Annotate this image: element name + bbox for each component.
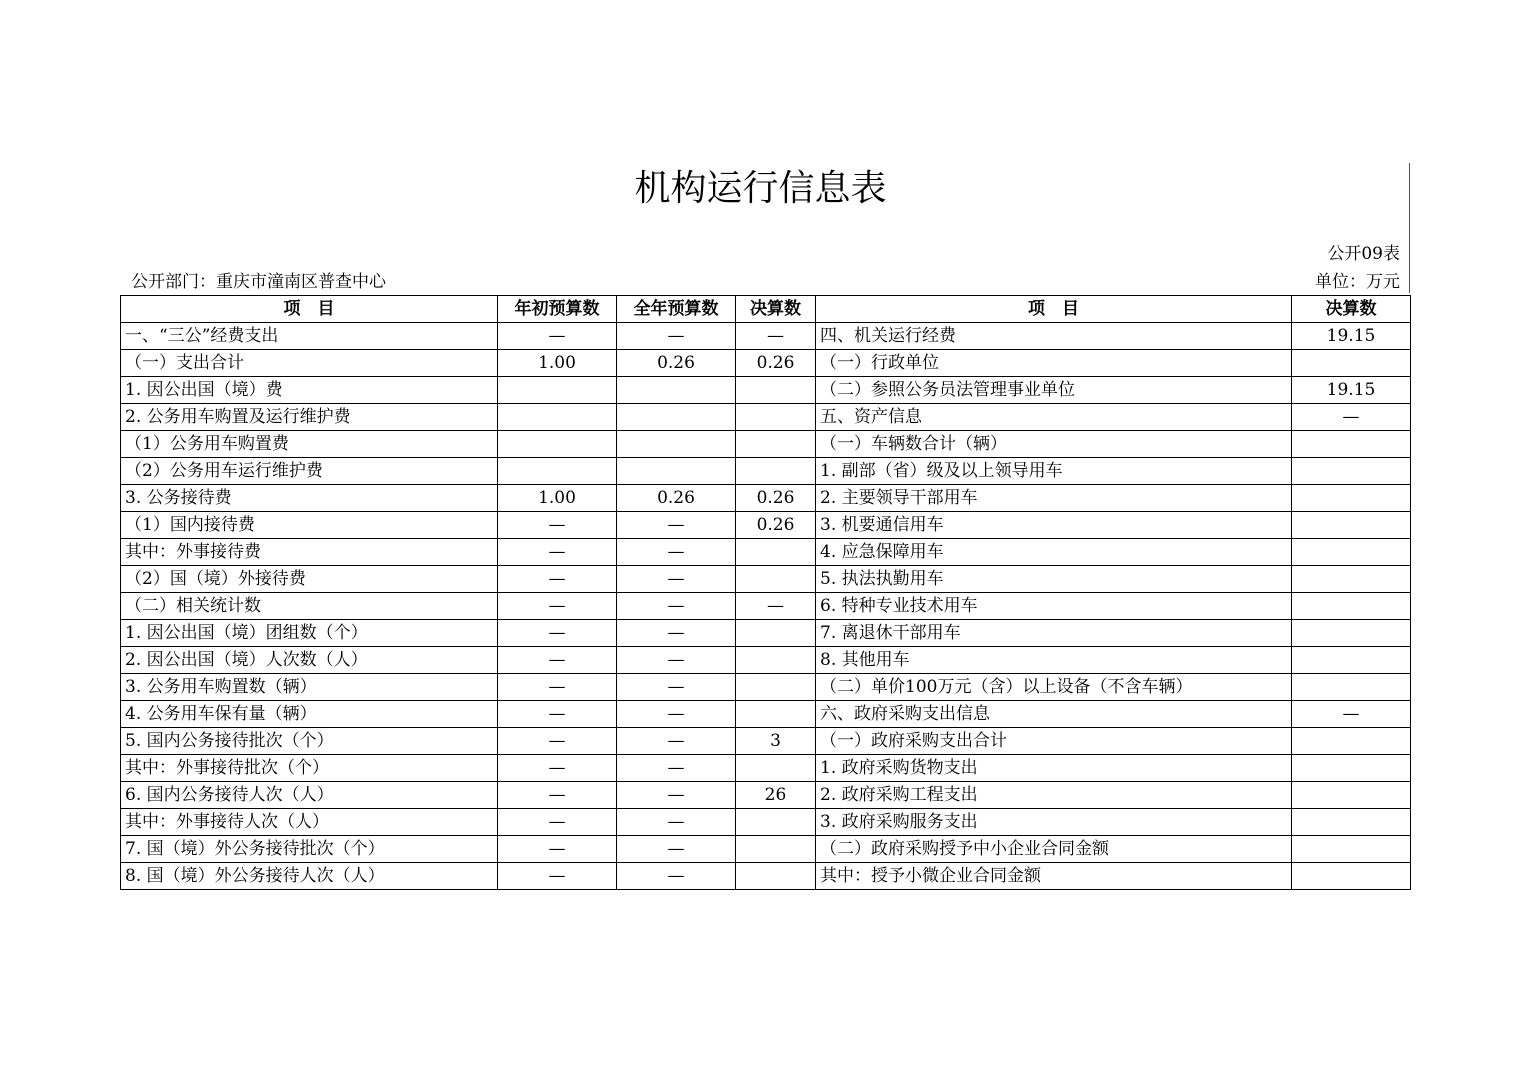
- page-title: 机构运行信息表: [634, 168, 887, 209]
- left-item-cell: 3. 公务接待费: [121, 485, 498, 512]
- table-row: [121, 620, 1411, 647]
- table-row: [121, 593, 1411, 620]
- budget-initial-cell: —: [498, 836, 617, 863]
- table-row: [121, 350, 1411, 377]
- final-left-cell: [736, 701, 816, 728]
- final-right-cell: [1292, 728, 1411, 755]
- budget-initial-cell: —: [498, 512, 617, 539]
- budget-full-cell: [617, 404, 736, 431]
- budget-initial-cell: [498, 458, 617, 485]
- final-right-cell: [1292, 809, 1411, 836]
- right-item-cell: 5. 执法执勤用车: [816, 566, 1292, 593]
- budget-full-cell: [617, 377, 736, 404]
- left-item-cell: 一、“三公”经费支出: [121, 323, 498, 350]
- right-item-cell: 六、政府采购支出信息: [816, 701, 1292, 728]
- right-item-cell: 4. 应急保障用车: [816, 539, 1292, 566]
- final-right-cell: [1292, 593, 1411, 620]
- final-left-cell: 26: [736, 782, 816, 809]
- budget-full-cell: [617, 458, 736, 485]
- final-right-cell: [1292, 836, 1411, 863]
- left-item-cell: 6. 国内公务接待人次（人）: [121, 782, 498, 809]
- table-body: [121, 323, 1411, 890]
- final-right-cell: [1292, 755, 1411, 782]
- final-left-cell: 0.26: [736, 485, 816, 512]
- left-item-cell: （二）相关统计数: [121, 593, 498, 620]
- final-left-cell: [736, 431, 816, 458]
- budget-full-cell: [617, 431, 736, 458]
- final-left-cell: [736, 539, 816, 566]
- final-right-cell: [1292, 782, 1411, 809]
- form-number: 公开09表: [1327, 244, 1400, 264]
- header-budget-full: 全年预算数: [617, 296, 736, 323]
- left-item-cell: （1）公务用车购置费: [121, 431, 498, 458]
- final-left-cell: —: [736, 593, 816, 620]
- budget-initial-cell: —: [498, 539, 617, 566]
- budget-full-cell: 0.26: [617, 350, 736, 377]
- budget-initial-cell: [498, 377, 617, 404]
- final-right-cell: [1292, 512, 1411, 539]
- budget-full-cell: —: [617, 836, 736, 863]
- budget-full-cell: —: [617, 620, 736, 647]
- right-item-cell: 2. 主要领导干部用车: [816, 485, 1292, 512]
- table-row: [121, 377, 1411, 404]
- budget-full-cell: —: [617, 566, 736, 593]
- right-item-cell: 五、资产信息: [816, 404, 1292, 431]
- budget-full-cell: —: [617, 728, 736, 755]
- left-item-cell: （2）公务用车运行维护费: [121, 458, 498, 485]
- final-right-cell: [1292, 431, 1411, 458]
- budget-full-cell: —: [617, 809, 736, 836]
- table-row: [121, 701, 1411, 728]
- budget-full-cell: —: [617, 782, 736, 809]
- left-item-cell: （2）国（境）外接待费: [121, 566, 498, 593]
- budget-initial-cell: —: [498, 647, 617, 674]
- budget-initial-cell: —: [498, 701, 617, 728]
- budget-initial-cell: —: [498, 674, 617, 701]
- final-right-cell: 19.15: [1292, 377, 1411, 404]
- budget-initial-cell: [498, 431, 617, 458]
- right-item-cell: 8. 其他用车: [816, 647, 1292, 674]
- right-item-cell: 其中：授予小微企业合同金额: [816, 863, 1292, 890]
- budget-initial-cell: [498, 404, 617, 431]
- left-item-cell: 2. 因公出国（境）人次数（人）: [121, 647, 498, 674]
- right-item-cell: 7. 离退休干部用车: [816, 620, 1292, 647]
- table-row: [121, 782, 1411, 809]
- final-right-cell: [1292, 674, 1411, 701]
- left-item-cell: 其中：外事接待人次（人）: [121, 809, 498, 836]
- final-right-cell: [1292, 350, 1411, 377]
- right-item-cell: （一）车辆数合计（辆）: [816, 431, 1292, 458]
- budget-full-cell: —: [617, 674, 736, 701]
- left-item-cell: 2. 公务用车购置及运行维护费: [121, 404, 498, 431]
- right-item-cell: （一）政府采购支出合计: [816, 728, 1292, 755]
- right-item-cell: 1. 政府采购货物支出: [816, 755, 1292, 782]
- table-row: [121, 809, 1411, 836]
- right-item-cell: 四、机关运行经费: [816, 323, 1292, 350]
- budget-full-cell: 0.26: [617, 485, 736, 512]
- final-right-cell: [1292, 539, 1411, 566]
- budget-initial-cell: —: [498, 863, 617, 890]
- final-left-cell: [736, 458, 816, 485]
- final-left-cell: [736, 377, 816, 404]
- final-right-cell: —: [1292, 701, 1411, 728]
- budget-initial-cell: —: [498, 323, 617, 350]
- left-item-cell: 1. 因公出国（境）团组数（个）: [121, 620, 498, 647]
- final-left-cell: [736, 755, 816, 782]
- final-left-cell: [736, 809, 816, 836]
- right-item-cell: 6. 特种专业技术用车: [816, 593, 1292, 620]
- final-left-cell: 3: [736, 728, 816, 755]
- left-item-cell: 4. 公务用车保有量（辆）: [121, 701, 498, 728]
- left-item-cell: 8. 国（境）外公务接待人次（人）: [121, 863, 498, 890]
- final-left-cell: [736, 404, 816, 431]
- right-item-cell: （一）行政单位: [816, 350, 1292, 377]
- right-item-cell: 3. 机要通信用车: [816, 512, 1292, 539]
- final-right-cell: [1292, 620, 1411, 647]
- right-item-cell: 2. 政府采购工程支出: [816, 782, 1292, 809]
- budget-initial-cell: 1.00: [498, 485, 617, 512]
- budget-initial-cell: 1.00: [498, 350, 617, 377]
- right-item-cell: （二）参照公务员法管理事业单位: [816, 377, 1292, 404]
- table-row: [121, 647, 1411, 674]
- header-left-item: 项 目: [121, 296, 498, 323]
- final-right-cell: 19.15: [1292, 323, 1411, 350]
- left-item-cell: 7. 国（境）外公务接待批次（个）: [121, 836, 498, 863]
- final-left-cell: [736, 647, 816, 674]
- budget-initial-cell: —: [498, 809, 617, 836]
- budget-full-cell: —: [617, 323, 736, 350]
- header-final-left: 决算数: [736, 296, 816, 323]
- budget-full-cell: —: [617, 755, 736, 782]
- table-row: [121, 512, 1411, 539]
- left-item-cell: 1. 因公出国（境）费: [121, 377, 498, 404]
- final-right-cell: [1292, 485, 1411, 512]
- left-item-cell: 其中：外事接待费: [121, 539, 498, 566]
- budget-initial-cell: —: [498, 593, 617, 620]
- table-row: [121, 323, 1411, 350]
- budget-full-cell: —: [617, 512, 736, 539]
- table-row: [121, 755, 1411, 782]
- budget-initial-cell: —: [498, 728, 617, 755]
- final-right-cell: [1292, 863, 1411, 890]
- budget-full-cell: —: [617, 863, 736, 890]
- final-left-cell: [736, 863, 816, 890]
- budget-initial-cell: —: [498, 755, 617, 782]
- budget-full-cell: —: [617, 701, 736, 728]
- right-item-cell: 3. 政府采购服务支出: [816, 809, 1292, 836]
- budget-full-cell: —: [617, 539, 736, 566]
- right-item-cell: 1. 副部（省）级及以上领导用车: [816, 458, 1292, 485]
- left-item-cell: 3. 公务用车购置数（辆）: [121, 674, 498, 701]
- left-item-cell: （1）国内接待费: [121, 512, 498, 539]
- table-row: [121, 431, 1411, 458]
- final-left-cell: 0.26: [736, 350, 816, 377]
- table-row: [121, 863, 1411, 890]
- table-row: [121, 404, 1411, 431]
- budget-full-cell: —: [617, 647, 736, 674]
- final-right-cell: [1292, 458, 1411, 485]
- budget-initial-cell: —: [498, 566, 617, 593]
- table-row: [121, 728, 1411, 755]
- final-left-cell: [736, 620, 816, 647]
- left-item-cell: 5. 国内公务接待批次（个）: [121, 728, 498, 755]
- table-row: [121, 836, 1411, 863]
- budget-full-cell: —: [617, 593, 736, 620]
- header-right-item: 项 目: [816, 296, 1292, 323]
- final-left-cell: [736, 836, 816, 863]
- table-row: [121, 539, 1411, 566]
- right-item-cell: （二）单价100万元（含）以上设备（不含车辆）: [816, 674, 1292, 701]
- final-left-cell: 0.26: [736, 512, 816, 539]
- table-header-row: [121, 296, 1411, 323]
- final-right-cell: [1292, 647, 1411, 674]
- table-row: [121, 566, 1411, 593]
- header-final-right: 决算数: [1292, 296, 1411, 323]
- final-right-cell: [1292, 566, 1411, 593]
- header-budget-initial: 年初预算数: [498, 296, 617, 323]
- final-right-cell: —: [1292, 404, 1411, 431]
- left-item-cell: 其中：外事接待批次（个）: [121, 755, 498, 782]
- unit-label: 单位：万元: [1315, 272, 1400, 292]
- department-label: 公开部门：重庆市潼南区普查中心: [131, 272, 386, 292]
- budget-initial-cell: —: [498, 782, 617, 809]
- right-item-cell: （二）政府采购授予中小企业合同金额: [816, 836, 1292, 863]
- table-row: [121, 674, 1411, 701]
- table-row: [121, 458, 1411, 485]
- table-row: [121, 485, 1411, 512]
- final-left-cell: —: [736, 323, 816, 350]
- budget-initial-cell: —: [498, 620, 617, 647]
- info-table: [120, 295, 1411, 890]
- final-left-cell: [736, 674, 816, 701]
- final-left-cell: [736, 566, 816, 593]
- left-item-cell: （一）支出合计: [121, 350, 498, 377]
